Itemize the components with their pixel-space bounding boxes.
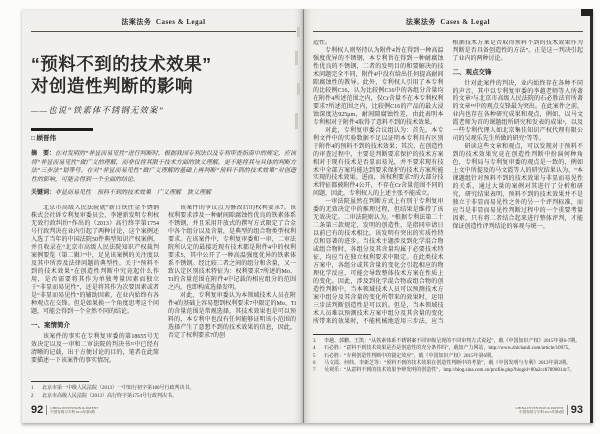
footnote-text: 李越、郭鹏、王凯：“从铁素体系不锈钢案不同审级呈现的不同审判方式说起”，载《中国知识产权》2015年第6-7期。 [324, 339, 581, 344]
footnote-text: 吴观乐：“从意料不到的技术效果争辩发明的创造性”，http://blog.sina.com.cn/profile.php?blogid=89a2cc87890014c7。 [324, 368, 575, 373]
section-heading-1: 一、案情简介 [31, 322, 70, 329]
footnote-text: 马文霞、何炜、李新芝等：“预料不到的技术效果在创造性判断中的考量”，载《中国发明与专利》2013年第2期。 [324, 360, 571, 366]
section-label-cn: 法案法务 [405, 18, 436, 26]
scan-artifact [297, 27, 300, 37]
footnote-number: 3 [313, 339, 316, 344]
keywords [31, 187, 296, 196]
footnote [313, 338, 583, 345]
footnote [313, 353, 583, 360]
footnote-text: 北京市高级人民法院（2013）高行终字第1754号行政判决书。 [42, 393, 178, 399]
journal-name-en: CHINA INVENTION & PATENT [50, 405, 99, 410]
journal-name-cn: 中国发明与专利 2015年第9期 [50, 410, 95, 414]
footnote-text: 石必胜：“专利创造性判断中的锚定效应”，载《中国知识产权》2015年第6期。 [324, 353, 496, 359]
body-paragraph: 该案件的争议点为修改后的权利要求7。该权利要求涉及一种耐间隙腐蚀性优良的铁素体系不锈钢，并且采用开放式的撰写方式限定了合金中各个组分以及含量，是典型的组合物类型权利要求。在该案件中，专利复审委和一审、二审法院所认定的最接近现有技术都是附件4中的权利要求5，其中公开了一种高温强度优异的铁素体系不锈钢。经比较二者之间的组分和含量，又一致认定区别技术特征为：权利要求7所述的Mo、Ti的含量范围在附件4中记载的相应组分的范围之内，也即构成选择发明。 [168, 205, 296, 292]
article-title [31, 54, 296, 97]
footer-divider [567, 405, 568, 415]
body-paragraph: 一审法院虽然在判断方式上有别于专利复审委的无效决定中的推理过程，但结果是维持了该无效决定。二审法院则认为，“根据专利法第二十二条第三款规定，发明的创造性，是指同申请日以前已有的技术相比，该发明有突出的实质性特点和显著的进步。当技术主题涉及到化学混合物或组合物时，各组分及其含量均属于必要技术特征，均应当在独立权利要求中限定。在此类技术方案中，各组分或其含量的变化会引起相应的物理化学反应，可能会导致整体技术方案在性质上的变化。因此，涉及到化学混合物或组合物的创造性判断中，当本领域技术人员可以预测技术方案中组分及其含量的变化所带来的效果时，运用三步法判断创造性是可以的。但是，当本领域技术人员难以预测技术方案中组分及其含量的变化所带来的效果时，不能机械地适用三步法，应当根据技术方案是否取得预料不到的技术效果作为判断是否具备创造性的方法”。正是这一判决引起了业内的两种讨论。 [313, 40, 583, 325]
footnote-number: 7 [313, 368, 316, 373]
footnote-number: 5 [313, 353, 316, 359]
abstract [31, 150, 296, 184]
footnote-rule [313, 334, 371, 335]
left-page [22, 9, 304, 423]
right-page-footer [313, 404, 583, 416]
article-title-line1: “预料不到的技术效果” [31, 54, 212, 74]
author-name: □ 顾晋伟 [31, 135, 57, 143]
scan-artifact [295, 51, 298, 65]
article-subtitle: ——也说“铁素体不锈钢无效案” [31, 105, 165, 116]
keywords-text: 非显而易见性 预料不到的技术效果 广义理解 狭义理解 [55, 190, 212, 197]
section-label-en: Cases & Legal [155, 18, 206, 26]
body-paragraph-continuation: 造性。 [313, 40, 332, 46]
journal-imprint [50, 406, 98, 414]
left-page-footnotes [31, 385, 296, 400]
body-paragraph: 该案件的事实在专利复审委的第18655号无效决定以及一审和二审法院的判决书¹²中已经有清晰的记载，出于方便讨论的目的，笔者在此简要描述一下该案件的事实情况。 [31, 333, 159, 364]
right-page [304, 9, 593, 423]
body-paragraph: 研读这些文章和观点，可以发现对于预料不到的技术效果究竟在创造性判断中扮演何种角色，专利局与专利复审委的观点是一致的，例如上文中所提及的马文霞等人的研究结果认为，“本课题组针对预料不到的技术效果与非显而易见性的关系，通过大量的案例对其进行了分析和研究，研究结果表明，预料不到的技术效果并不是独立于非显而易见性之外的另一个评判标准，而应当是非显而易见性判断过程中的一个重要考量因素，只有将二者结合起来进行整体评判，才能保证创造性评判结论的客观与统一。 [452, 144, 583, 230]
left-page-body-columns [31, 205, 296, 377]
body-paragraph: 对此，专利复审委合议组认为：首先，本专利文件中的实验数据不足以证明本专利具有区别于附件4的预料不到的技术效果；其次，在创造性的审查过程中，主要是判断要求保护的技术方案相对于现有技术是否显而易见，并不要求现有技术中全部方案均能达到要求保护的技术方案所能实现的技术效果。进而，该权利要求7的大部分技术特征都被附件4公开，不存在Cr含量范围不同的问题，因此，专利权人的上述主张不能成立。 [313, 127, 444, 198]
abstract-text: 在对发明的“非显而易见性”进行判断时，根据我国专利法以及专利审查指南中的规定，应该将“非显而易见性”做广义的理解，而非仅将其限于技术方面的狭义理解，更不能将其与具体的判断方法“三步法”划等号。在对“非显而易见性”做广义理解的基础上再判断“预料不到的技术效果”对创造性的影响，可能会得到一个全面的结论。 [31, 151, 296, 183]
abstract-label: 摘 要： [31, 151, 56, 158]
scan-artifact [295, 113, 298, 129]
article-title-line2: 对创造性判断的影响 [31, 75, 193, 96]
footnote [313, 367, 583, 374]
body-paragraph: 专利权人则坚持认为附件4旨在得到一种高温强度优异的不锈钢，本专利旨在得到一种耐腐蚀性优良的不锈钢，二者的发明目的和要解决的技术问题完全不同，附件4中没有给出任何提高耐间隙腐蚀性的教导。此外，专利权人引用了本专利的比较例C16，认为比较例C16中的各组分含量均在附件4所述范围之内，仅Cr含量不在本专利权利要求7所述范围之内，比较例C16的产品的最大浸蚀深度达925μm，耐间隙腐蚀性差，由此表明本专利相对于附件4取得了意料不到的技术效果。 [313, 47, 444, 126]
footnote-text: 北京市第一中级人民法院（2013）一中知行初字第180号行政判决书。 [42, 386, 195, 392]
page-number: 92 [31, 404, 44, 416]
body-paragraph: 对此，专利复审委认为本领域技术人员在附件4的基础上容易想到权利要求7中限定的Mo、Ti的含量范围是常规选择，其技术效果也是可以预料的，本专利中也没有任何能够证明该小范围的选择产生了意想不到的技术效果的信息，因此，否定了权利要求7的创 [168, 293, 296, 339]
keywords-label: 关键词： [31, 190, 56, 197]
author-block [31, 128, 296, 142]
page-number: 93 [570, 404, 583, 416]
footnote-rule [31, 381, 89, 382]
section-label-en: Cases & Legal [440, 18, 491, 26]
body-paragraph: 针对此案件的判决，业内始终存在各种不同的声音，其中以专利复审委的李越老师等人所著的文章³与北京市高级人民法院的石必胜法官所著的文章⁴⁵中的观点交锋最为突出。在此案件之前，业内也存在各种研究成果和观点，例如，以马文霞老师为首的课题组所研究和发表的成果⁶，以及一些专利代理人如北京集佳知识产权代理有限公司的吴观乐先生所做的研究⁷等等。 [452, 80, 583, 143]
journal-name-cn: 中国发明与专利 2015年第9期 [519, 410, 564, 414]
right-page-footnotes [313, 338, 583, 374]
footnote-number: 4 [313, 346, 316, 352]
footnote-text: 石必胜：“意料不到技术效果是否是创造性的充分条件吗”，载知产力网站，http://www.zhichanli.com/article/10975。 [324, 346, 574, 352]
footnote-number: 6 [313, 360, 316, 366]
body-paragraph: 北京市高级人民法院就“新日铁住金不锈钢株式会社诉专利复审委员会、李建新发明专利权无效行政纠纷”作出的（2013）高行终字第1754号行政判决在业内引起了两种讨论，这个案例还入选了当年的中国法院50件典型知识产权案例，并且收录在“北京市高级人民法院知识产权裁判案例要览（第二辑）”中，足见该案例的关注度以及其中所涉及法律问题的典型性。关于“预料不到的技术效果”在创造性判断中究竟起什么作用，是否需要将其作为单独考量因素而独立于“非显而易见性”，还是将其作为次要因素或者是“非显而易见性”的辅助因素，在业内始终有各种观点在交锋。但是如果换一个角度思考这个问题，可能会得到一个全然不同的结论。 [31, 205, 159, 316]
left-page-header [31, 9, 296, 32]
journal-imprint [516, 406, 564, 414]
footer-divider [46, 405, 47, 415]
footnote [313, 345, 583, 352]
footnote [31, 385, 296, 392]
footnote-number: 2 [31, 393, 34, 399]
footnote [31, 393, 296, 400]
scan-artifact [297, 83, 300, 95]
right-page-header [313, 9, 583, 32]
footnote [313, 360, 583, 367]
right-page-body-columns [313, 40, 583, 330]
left-page-footer [31, 404, 296, 416]
journal-name-en: CHINA INVENTION & PATENT [515, 405, 564, 410]
section-heading-2: 二、观点交锋 [452, 68, 492, 76]
scan-edge-mark [581, 9, 593, 16]
footnote-number: 1 [31, 386, 34, 392]
section-label-cn: 法案法务 [121, 18, 152, 26]
author-rule [31, 128, 93, 131]
